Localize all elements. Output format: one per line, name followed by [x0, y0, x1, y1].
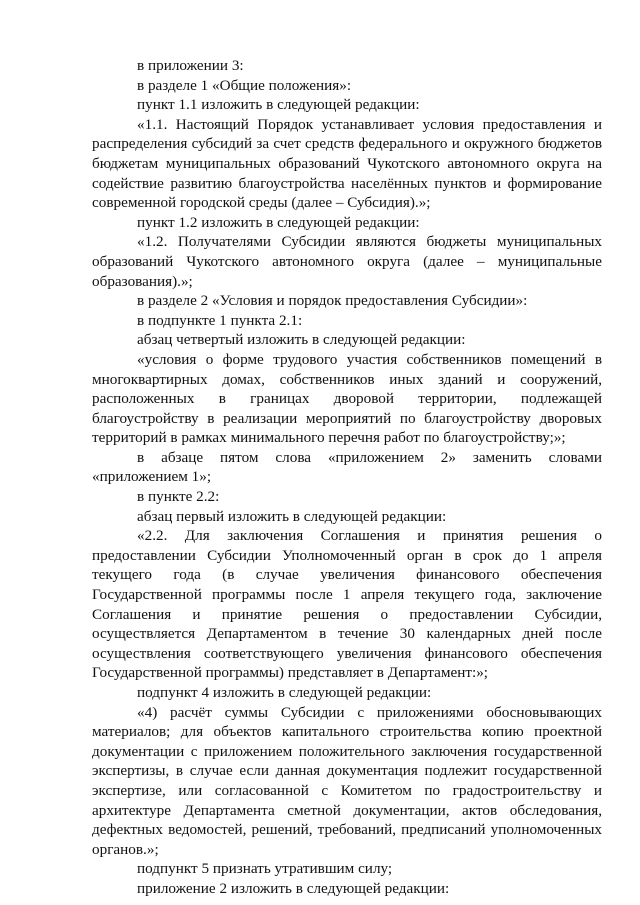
paragraph-point-2-2-text: «2.2. Для заключения Соглашения и принятия решения о предоставлении Субсидии Уполномоченный орган в срок до 1 апреля текущего года (в случае увеличения финансового обеспечения Государственной программы после 1 апреля текущего года, заключение Соглашения и принятие решения о предоставлении Субсидии, осуществляется Департаментом в течение 30 календарных дней после осуществления соответствующего увеличения финансового обеспечения Государственной программы) представляет в Департамент:»; [92, 527, 602, 682]
paragraph-section-1: в разделе 1 «Общие положения»: [137, 76, 352, 94]
paragraph-in-appendix-3: в приложении 3: [137, 57, 244, 74]
paragraph-subpoint-4-intro: подпункт 4 изложить в следующей редакции: [137, 684, 432, 701]
paragraph-appendix-2-intro: приложение 2 изложить в следующей редакции: [137, 879, 450, 897]
paragraph-fourth-abzac-intro: абзац четвертый изложить в следующей редакции: [137, 331, 466, 349]
paragraph-subpoint-5-repeal: подпункт 5 признать утратившим силу; [137, 860, 393, 878]
paragraph-point-2-2: в пункте 2.2: [137, 488, 220, 506]
paragraph-subpoint-1-point-2-1: в подпункте 1 пункта 2.1: [137, 311, 303, 329]
paragraph-fifth-abzac-replace: в абзаце пятом слова «приложением 2» заменить словами «приложением 1»; [92, 448, 602, 486]
paragraph-point-1-1-intro: пункт 1.1 изложить в следующей редакции: [137, 96, 420, 114]
paragraph-point-1-2-intro: пункт 1.2 изложить в следующей редакции: [137, 213, 420, 231]
paragraph-first-abzac-intro: абзац первый изложить в следующей редакции: [137, 507, 447, 525]
paragraph-point-1-2-text: «1.2. Получателями Субсидии являются бюджеты муниципальных образований Чукотского автономного округа (далее – муниципальные образования).»; [92, 233, 602, 290]
document-page [92, 56, 602, 899]
paragraph-point-1-1-text: «1.1. Настоящий Порядок устанавливает условия предоставления и распределения субсидий за счет средств федерального и окружного бюджетов бюджетам муниципальных образований Чукотского автономного округа на содействие развитию благоустройства населённых пунктов и формирование современной городской среды (далее – Субсидия).»; [92, 115, 602, 212]
paragraph-fourth-abzac-text: «условия о форме трудового участия собственников помещений в многоквартирных домах, собственников иных зданий и сооружений, расположенных в границах дворовой территории, подлежащей благоустройству в реализации мероприятий по благоустройству дворовых территорий в рамках минимального перечня работ по благоустройству;»; [92, 350, 602, 447]
paragraph-section-2: в разделе 2 «Условия и порядок предоставления Субсидии»: [137, 292, 528, 310]
paragraph-subpoint-4-text: «4) расчёт суммы Субсидии с приложениями обосновывающих материалов; для объектов капитального строительства копию проектной документации с приложением положительного заключения государственной экспертизы, в случае если данная документация подлежит государственной экспертизе, или согласованной с Комитетом по градостроительству и архитектуре Департамента сметной документации, актов обследования, дефектных ведомостей, решений, требований, предписаний уполномоченных органов.»; [92, 703, 602, 858]
